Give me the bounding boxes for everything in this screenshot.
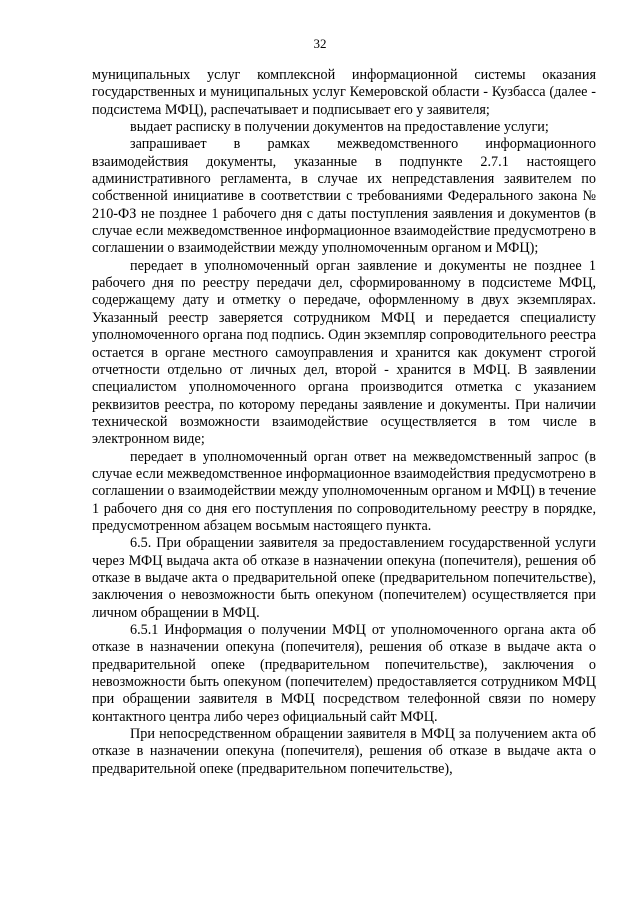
- paragraph-continuation: муниципальных услуг комплексной информационной системы оказания государственных и муниципальных услуг Кемеровской области - Кузбасса (далее - подсистема МФЦ), распечатывает и подписывает его у заявителя;: [92, 67, 596, 118]
- paragraph-section-6-5: 6.5. При обращении заявителя за предоставлением государственной услуги через МФЦ выдача акта об отказе в назначении опекуна (попечителя), решения об отказе в выдаче акта о предварительной опеке (предварительном попечительстве), заключения о невозможности быть опекуном (попечителем) осуществляется при личном обращении в МФЦ.: [92, 535, 596, 621]
- paragraph: запрашивает в рамках межведомственного информационного взаимодействия документы, указанные в подпункте 2.7.1 настоящего административного регламента, в случае их непредставления заявителем по собственной инициативе в соответствии с требованиями Федерального закона № 210-ФЗ не позднее 1 рабочего дня с даты поступления заявления и документов (в случае если межведомственное информационное взаимодействие предусмотрено в соглашении о взаимодействии между уполномоченным органом и МФЦ);: [92, 136, 596, 257]
- page-number: 32: [313, 36, 327, 51]
- document-body: [92, 67, 596, 778]
- paragraph-section-6-5-1: 6.5.1 Информация о получении МФЦ от уполномоченного органа акта об отказе в назначении опекуна (попечителя), решения об отказе в выдаче акта о предварительной опеке (предварительном попечительстве), заключения о невозможности быть опекуном (попечителем) предоставляется сотрудником МФЦ при обращении заявителя в МФЦ посредством телефонной связи по номеру контактного центра либо через официальный сайт МФЦ.: [92, 622, 596, 725]
- paragraph: При непосредственном обращении заявителя в МФЦ за получением акта об отказе в назначении опекуна (попечителя), решения об отказе в выдаче акта о предварительной опеке (предварительном попечительстве),: [92, 726, 596, 777]
- paragraph: передает в уполномоченный орган заявление и документы не позднее 1 рабочего дня по реестру передачи дел, сформированному в подсистеме МФЦ, содержащему дату и отметку о передаче, оформленному в двух экземплярах. Указанный реестр заверяется сотрудником МФЦ и передается специалисту уполномоченного органа под подпись. Один экземпляр сопроводительного реестра остается в органе местного самоуправления и хранится как документ строгой отчетности отдельно от личных дел, второй - хранится в МФЦ. В заявлении специалистом уполномоченного органа производится отметка с указанием реквизитов реестра, по которому переданы заявление и документы. При наличии технической возможности взаимодействие осуществляется в том числе в электронном виде;: [92, 257, 596, 448]
- paragraph: выдает расписку в получении документов на предоставление услуги;: [130, 119, 549, 136]
- paragraph: передает в уполномоченный орган ответ на межведомственный запрос (в случае если межведомственное информационное взаимодействия предусмотрено в соглашении о взаимодействии между уполномоченным органом и МФЦ) в течение 1 рабочего дня со дня его поступления по сопроводительному реестру в порядке, предусмотренном абзацем восьмым настоящего пункта.: [92, 448, 596, 534]
